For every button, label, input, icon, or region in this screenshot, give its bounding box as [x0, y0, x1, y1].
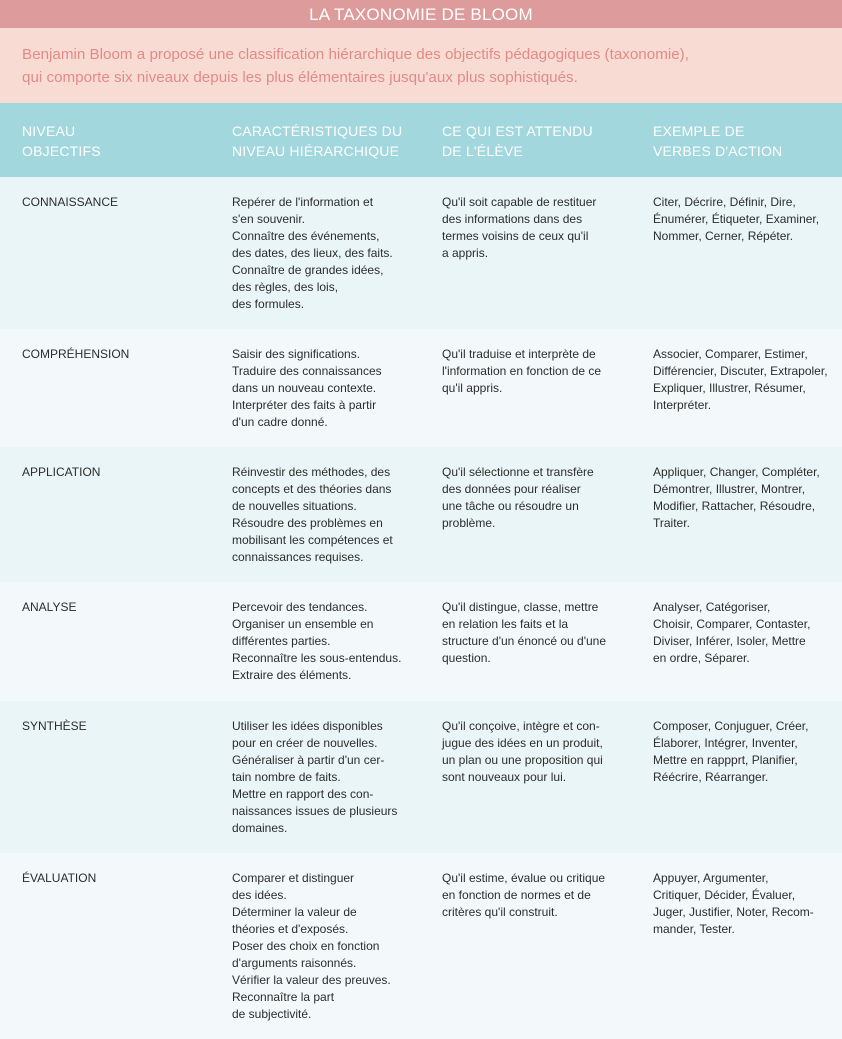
row-expected: Qu'il conçoive, intègre et con- jugue des idées en un produit, un plan ou une proposition qui sont nouveaux pour lui. [442, 719, 603, 784]
row-verbs: Associer, Comparer, Estimer, Différencier, Discuter, Extrapoler, Expliquer, Illustrer, Résumer, Interpréter. [653, 347, 828, 412]
row-verbs: Appuyer, Argumenter, Critiquer, Décider, Évaluer, Juger, Justifier, Noter, Recom- mander, Tester. [653, 871, 814, 936]
row-verbs: Citer, Décrire, Définir, Dire, Énumérer, Étiqueter, Examiner, Nommer, Cerner, Répéter. [653, 195, 820, 243]
row-expected: Qu'il soit capable de restituer des informations dans des termes voisins de ceux qu'il a appris. [442, 195, 597, 260]
table-row [0, 582, 842, 701]
row-characteristics: Repérer de l'information et s'en souvenir. Connaître des événements, des dates, des lieux, des faits. Connaître de grandes idées, des règles, des lois, des formules. [232, 195, 393, 311]
row-expected: Qu'il distingue, classe, mettre en relation les faits et la structure d'un énoncé ou d'une question. [442, 600, 607, 665]
table-row [0, 701, 842, 853]
row-level: APPLICATION [22, 465, 101, 479]
row-verbs: Appliquer, Changer, Compléter, Démontrer, Illustrer, Montrer, Modifier, Rattacher, Résoudre, Traiter. [653, 465, 820, 530]
row-expected: Qu'il estime, évalue ou critique en fonction de normes et de critères qu'il construit. [442, 871, 606, 919]
row-verbs: Analyser, Catégoriser, Choisir, Comparer, Contaster, Diviser, Inférer, Isoler, Mettre en ordre, Séparer. [653, 600, 811, 665]
table-row [0, 329, 842, 447]
row-level: CONNAISSANCE [22, 195, 119, 209]
intro-paragraph: Benjamin Bloom a proposé une classification hiérarchique des objectifs pédagogiques (taxonomie), qui comporte six niveaux depuis les plus élémentaires jusqu'aux plus sophistiqués. [0, 28, 842, 103]
row-characteristics: Saisir des significations. Traduire des connaissances dans un nouveau contexte. Interpréter des faits à partir d'un cadre donné. [232, 347, 382, 429]
header-characteristics: CARACTÉRISTIQUES DU NIVEAU HIÉRARCHIQUE [232, 123, 403, 159]
table-row [0, 177, 842, 329]
row-characteristics: Comparer et distinguer des idées. Déterminer la valeur de théories et d'exposés. Poser des choix en fonction d'arguments raisonnés. Vérifier la valeur des preuves. Reconnaître la part de subjectivité. [232, 871, 391, 1021]
header-expected: CE QUI EST ATTENDU DE L'ÉLÈVE [442, 123, 593, 159]
header-verbs: EXEMPLE DE VERBES D'ACTION [653, 123, 783, 159]
table-row [0, 447, 842, 582]
row-expected: Qu'il sélectionne et transfère des données pour réaliser une tâche ou résoudre un problème. [442, 465, 594, 530]
page-title: LA TAXONOMIE DE BLOOM [0, 0, 842, 28]
row-verbs: Composer, Conjuguer, Créer, Élaborer, Intégrer, Inventer, Mettre en rappprt, Planifier, Réécrire, Réarranger. [653, 719, 809, 784]
row-level: SYNTHÈSE [22, 719, 87, 733]
row-level: ÉVALUATION [22, 871, 97, 885]
row-characteristics: Réinvestir des méthodes, des concepts et des théories dans de nouvelles situations. Résoudre des problèmes en mobilisant les compétences et connaissances requises. [232, 465, 393, 564]
header-level: NIVEAU OBJECTIFS [22, 123, 101, 159]
row-level: ANALYSE [22, 600, 77, 614]
row-level: COMPRÉHENSION [22, 347, 130, 361]
table-header [0, 103, 842, 177]
row-characteristics: Percevoir des tendances. Organiser un ensemble en différentes parties. Reconnaître les sous-entendus. Extraire des éléments. [232, 600, 402, 682]
table-row [0, 853, 842, 1039]
row-characteristics: Utiliser les idées disponibles pour en créer de nouvelles. Généraliser à partir d'un cer- tain nombre de faits. Mettre en rapport des con- naissances issues de plusieurs domaines. [232, 719, 398, 835]
row-expected: Qu'il traduise et interprète de l'information en fonction de ce qu'il appris. [442, 347, 602, 395]
